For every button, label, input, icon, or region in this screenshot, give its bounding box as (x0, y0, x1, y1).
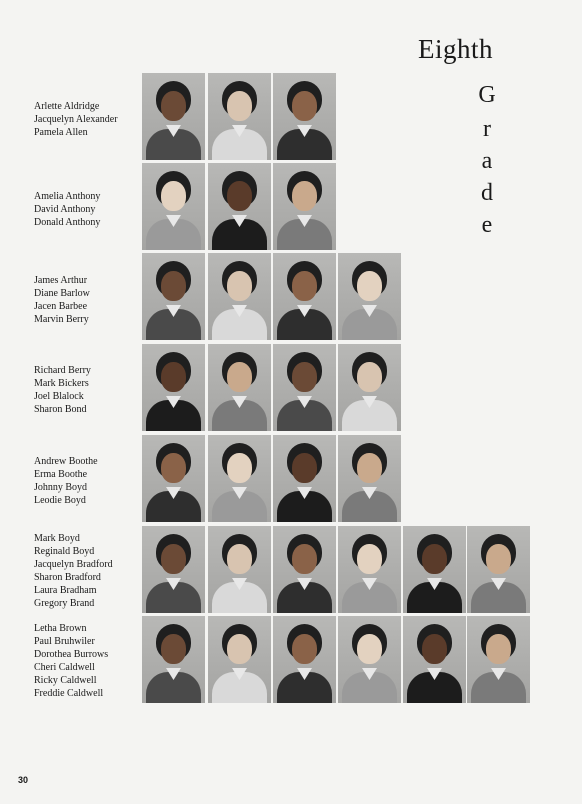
student-name: Leodie Boyd (34, 495, 86, 506)
student-portrait (208, 163, 271, 250)
portrait-face (292, 271, 317, 301)
name-list (34, 622, 139, 700)
name-list (34, 364, 139, 416)
student-name: Amelia Anthony (34, 191, 101, 202)
student-name: Letha Brown (34, 623, 87, 634)
name-list (34, 532, 139, 610)
portrait-face (357, 634, 382, 664)
student-portrait (273, 163, 336, 250)
student-name: Laura Bradham (34, 585, 97, 596)
student-name: David Anthony (34, 204, 96, 215)
portrait-face (161, 271, 186, 301)
portrait-face (292, 362, 317, 392)
student-portrait (142, 526, 205, 613)
student-portrait (208, 344, 271, 431)
student-portrait (142, 435, 205, 522)
student-portrait (142, 163, 205, 250)
student-name: Joel Blalock (34, 391, 84, 402)
student-name: Ricky Caldwell (34, 675, 97, 686)
student-portrait (273, 616, 336, 703)
student-name: Diane Barlow (34, 288, 90, 299)
portrait-face (227, 453, 252, 483)
student-name: Johnny Boyd (34, 482, 88, 493)
name-list (34, 455, 139, 507)
student-name: Erma Boothe (34, 469, 88, 480)
student-name: Reginald Boyd (34, 546, 95, 557)
student-name: Jacen Barbee (34, 301, 88, 312)
student-portrait (273, 73, 336, 160)
title-letter: e (481, 212, 493, 238)
student-portrait (142, 253, 205, 340)
student-portrait (467, 526, 530, 613)
student-portrait (208, 526, 271, 613)
student-portrait (467, 616, 530, 703)
portrait-face (161, 181, 186, 211)
student-portrait (273, 344, 336, 431)
student-name: James Arthur (34, 275, 88, 286)
student-name: Cheri Caldwell (34, 662, 95, 673)
portrait-face (161, 91, 186, 121)
portrait-face (227, 634, 252, 664)
page-number: 30 (18, 775, 29, 785)
portrait-face (227, 271, 252, 301)
portrait-face (161, 634, 186, 664)
student-portrait (338, 616, 401, 703)
student-portrait (338, 435, 401, 522)
portrait-face (422, 634, 447, 664)
student-name: Gregory Brand (34, 598, 95, 609)
student-name: Marvin Berry (34, 314, 89, 325)
portrait-face (422, 544, 447, 574)
title-letter: a (481, 148, 493, 174)
student-portrait (403, 526, 466, 613)
portrait-face (161, 362, 186, 392)
student-name: Dorothea Burrows (34, 649, 109, 660)
student-portrait (403, 616, 466, 703)
portrait-face (292, 634, 317, 664)
portrait-face (292, 91, 317, 121)
portrait-face (486, 634, 511, 664)
portrait-face (357, 362, 382, 392)
student-name: Donald Anthony (34, 217, 101, 228)
page-title: Eighth (418, 34, 493, 64)
student-portrait (338, 344, 401, 431)
portrait-face (357, 271, 382, 301)
student-name: Jacquelyn Alexander (34, 114, 118, 125)
student-name: Sharon Bradford (34, 572, 101, 583)
student-portrait (208, 616, 271, 703)
student-portrait (142, 344, 205, 431)
portrait-face (486, 544, 511, 574)
portrait-face (227, 91, 252, 121)
student-portrait (142, 616, 205, 703)
student-portrait (142, 73, 205, 160)
student-portrait (338, 253, 401, 340)
student-name: Mark Boyd (34, 533, 80, 544)
portrait-face (227, 181, 252, 211)
student-name: Freddie Caldwell (34, 688, 104, 699)
student-portrait (338, 526, 401, 613)
title-letter: r (483, 116, 491, 142)
student-portrait (273, 253, 336, 340)
student-portrait (208, 435, 271, 522)
portrait-face (227, 544, 252, 574)
student-name: Richard Berry (34, 365, 91, 376)
portrait-face (227, 362, 252, 392)
portrait-face (292, 453, 317, 483)
name-list (34, 274, 139, 326)
portrait-face (357, 453, 382, 483)
portrait-face (292, 181, 317, 211)
student-portrait (273, 526, 336, 613)
portrait-face (292, 544, 317, 574)
student-name: Jacquelyn Bradford (34, 559, 113, 570)
name-list (34, 190, 139, 229)
student-portrait (273, 435, 336, 522)
portrait-face (161, 453, 186, 483)
student-name: Sharon Bond (34, 404, 87, 415)
student-name: Mark Bickers (34, 378, 89, 389)
portrait-face (357, 544, 382, 574)
student-name: Arlette Aldridge (34, 101, 100, 112)
portrait-face (161, 544, 186, 574)
title-letter: G (478, 82, 496, 108)
title-letter: d (481, 180, 493, 206)
student-name: Paul Bruhwiler (34, 636, 95, 647)
student-name: Pamela Allen (34, 127, 88, 138)
student-name: Andrew Boothe (34, 456, 98, 467)
student-portrait (208, 253, 271, 340)
student-portrait (208, 73, 271, 160)
name-list (34, 100, 139, 139)
